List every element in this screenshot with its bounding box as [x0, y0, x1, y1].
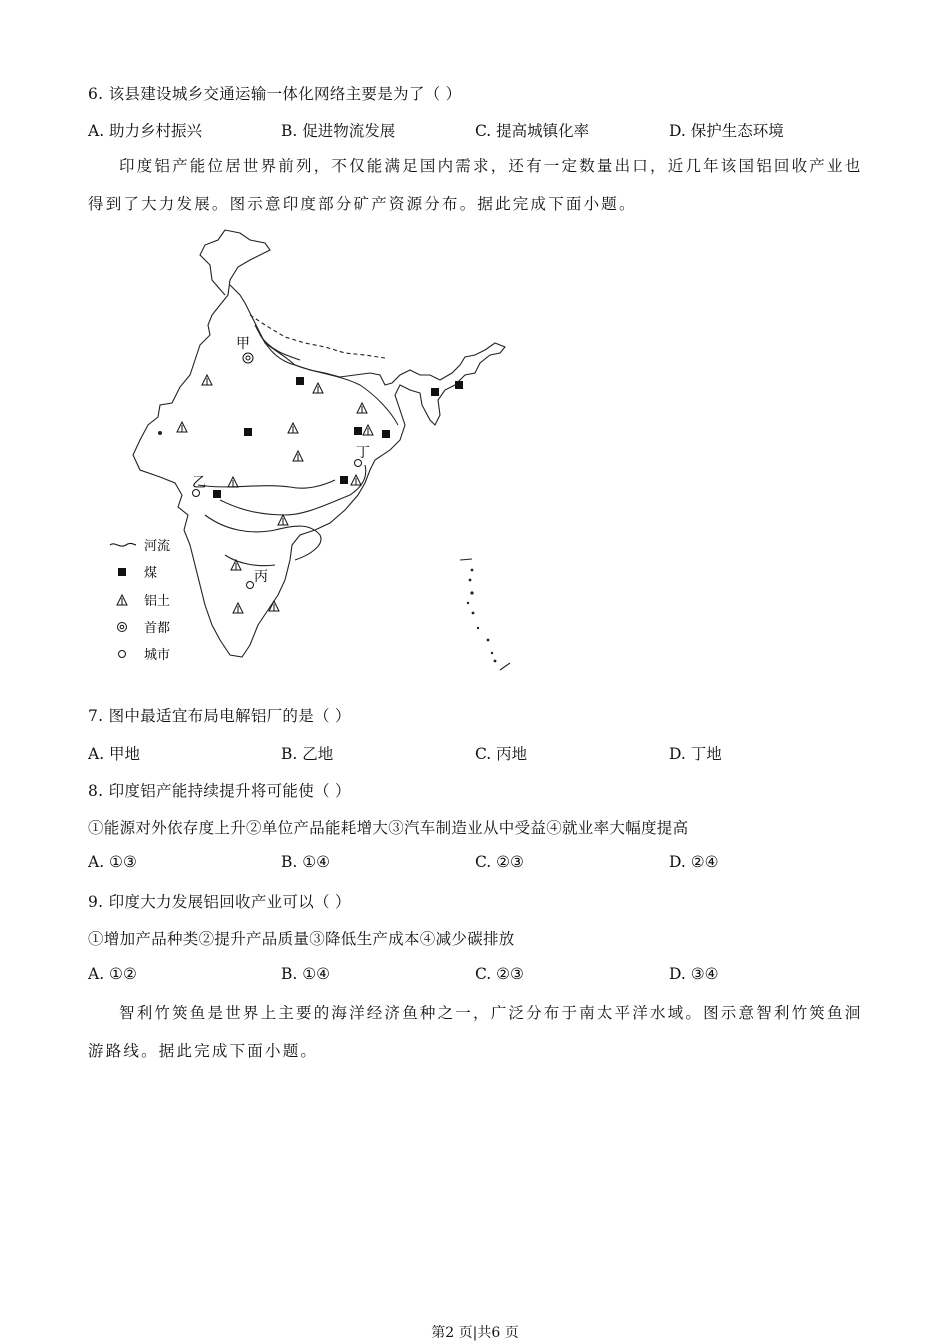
bauxite-marker	[293, 451, 303, 461]
river-north	[260, 335, 300, 360]
legend-river: 河流	[144, 539, 171, 554]
q7-option-a: A. 甲地	[88, 745, 141, 763]
coal-legend-icon	[118, 568, 126, 576]
coal-marker	[431, 388, 439, 396]
label-bing: 丙	[254, 569, 268, 585]
q9-option-a: A. ①②	[88, 965, 137, 983]
river-ganges	[255, 325, 398, 425]
q9-statements: ①增加产品种类②提升产品质量③降低生产成本④减少碳排放	[88, 930, 515, 948]
q9-stem: 9. 印度大力发展铝回收产业可以（ ）	[88, 893, 351, 911]
river-narmada	[198, 480, 335, 488]
coal-marker	[354, 427, 362, 435]
india-mineral-map	[100, 225, 530, 690]
q7-option-c: C. 丙地	[475, 745, 528, 763]
legend-bauxite: 铝土	[144, 594, 171, 609]
map-svg	[100, 225, 530, 690]
islands-marker-bottom	[500, 663, 510, 670]
islands-marker-top	[460, 559, 472, 560]
bauxite-marker	[228, 477, 238, 487]
legend-city: 城市	[144, 648, 171, 663]
q8-option-b: B. ①④	[281, 853, 331, 871]
q7-stem: 7. 图中最适宜布局电解铝厂的是（ ）	[88, 707, 351, 725]
q6-option-c: C. 提高城镇化率	[475, 122, 590, 140]
q9-option-c: C. ②③	[475, 965, 524, 983]
bauxite-marker	[357, 403, 367, 413]
q9-option-d: D. ③④	[669, 965, 719, 983]
coal-marker	[244, 428, 252, 436]
coal-marker	[382, 430, 390, 438]
q7-option-b: B. 乙地	[281, 745, 334, 763]
q6-option-b: B. 促进物流发展	[281, 122, 396, 140]
map-border-dashed	[250, 315, 385, 358]
map-outline-kashmir	[200, 230, 225, 295]
bauxite-marker	[351, 475, 361, 485]
q7-option-d: D. 丁地	[669, 745, 722, 763]
bauxite-legend-icon	[117, 595, 127, 605]
bauxite-marker	[177, 422, 187, 432]
river-south	[225, 555, 275, 566]
river-godavari	[220, 465, 366, 515]
page-footer: 第2 页|共6 页	[431, 1325, 519, 1341]
q9-option-b: B. ①④	[281, 965, 331, 983]
bauxite-marker	[202, 375, 212, 385]
q8-option-d: D. ②④	[669, 853, 719, 871]
intro-paragraph-india: 印度铝产能位居世界前列，不仅能满足国内需求，还有一定数量出口，近几年该国铝回收产业也得到了大力发展。图示意印度部分矿产资源分布。据此完成下面小题。	[88, 157, 863, 213]
legend-coal: 煤	[144, 566, 158, 581]
map-legend	[110, 538, 170, 663]
q6-option-a: A. 助力乡村振兴	[88, 122, 203, 140]
intro-paragraph-fish: 智利竹筴鱼是世界上主要的海洋经济鱼种之一，广泛分布于南太平洋水域。图示意智利竹筴鱼洄游路线。据此完成下面小题。	[88, 1004, 863, 1060]
q6-option-d: D. 保护生态环境	[669, 122, 784, 140]
capital-marker	[243, 353, 253, 363]
bauxite-marker	[313, 383, 323, 393]
coal-marker	[455, 381, 463, 389]
q8-stem: 8. 印度铝产能持续提升将可能使（ ）	[88, 782, 351, 800]
bauxite-marker	[233, 603, 243, 613]
q8-option-c: C. ②③	[475, 853, 524, 871]
bauxite-marker	[363, 425, 373, 435]
label-yi: 乙	[192, 475, 206, 491]
city-marker-bing	[247, 582, 254, 589]
label-ding: 丁	[356, 445, 370, 461]
legend-capital: 首都	[144, 621, 171, 636]
bauxite-marker	[278, 515, 288, 525]
coal-marker	[213, 490, 221, 498]
coal-markers	[213, 377, 463, 498]
map-outline-west-coast	[184, 285, 505, 657]
bauxite-marker	[288, 423, 298, 433]
capital-legend-icon	[118, 623, 127, 632]
coal-marker	[340, 476, 348, 484]
city-legend-icon	[119, 651, 126, 658]
coal-marker	[296, 377, 304, 385]
label-jia: 甲	[236, 336, 250, 352]
bauxite-markers	[177, 375, 373, 613]
q8-option-a: A. ①③	[88, 853, 137, 871]
q8-statements: ①能源对外依存度上升②单位产品能耗增大③汽车制造业从中受益④就业率大幅度提高	[88, 819, 689, 837]
river-krishna	[205, 515, 321, 560]
river-legend-icon	[110, 543, 136, 546]
q6-stem: 6. 该县建设城乡交通运输一体化网络主要是为了（ ）	[88, 85, 462, 103]
